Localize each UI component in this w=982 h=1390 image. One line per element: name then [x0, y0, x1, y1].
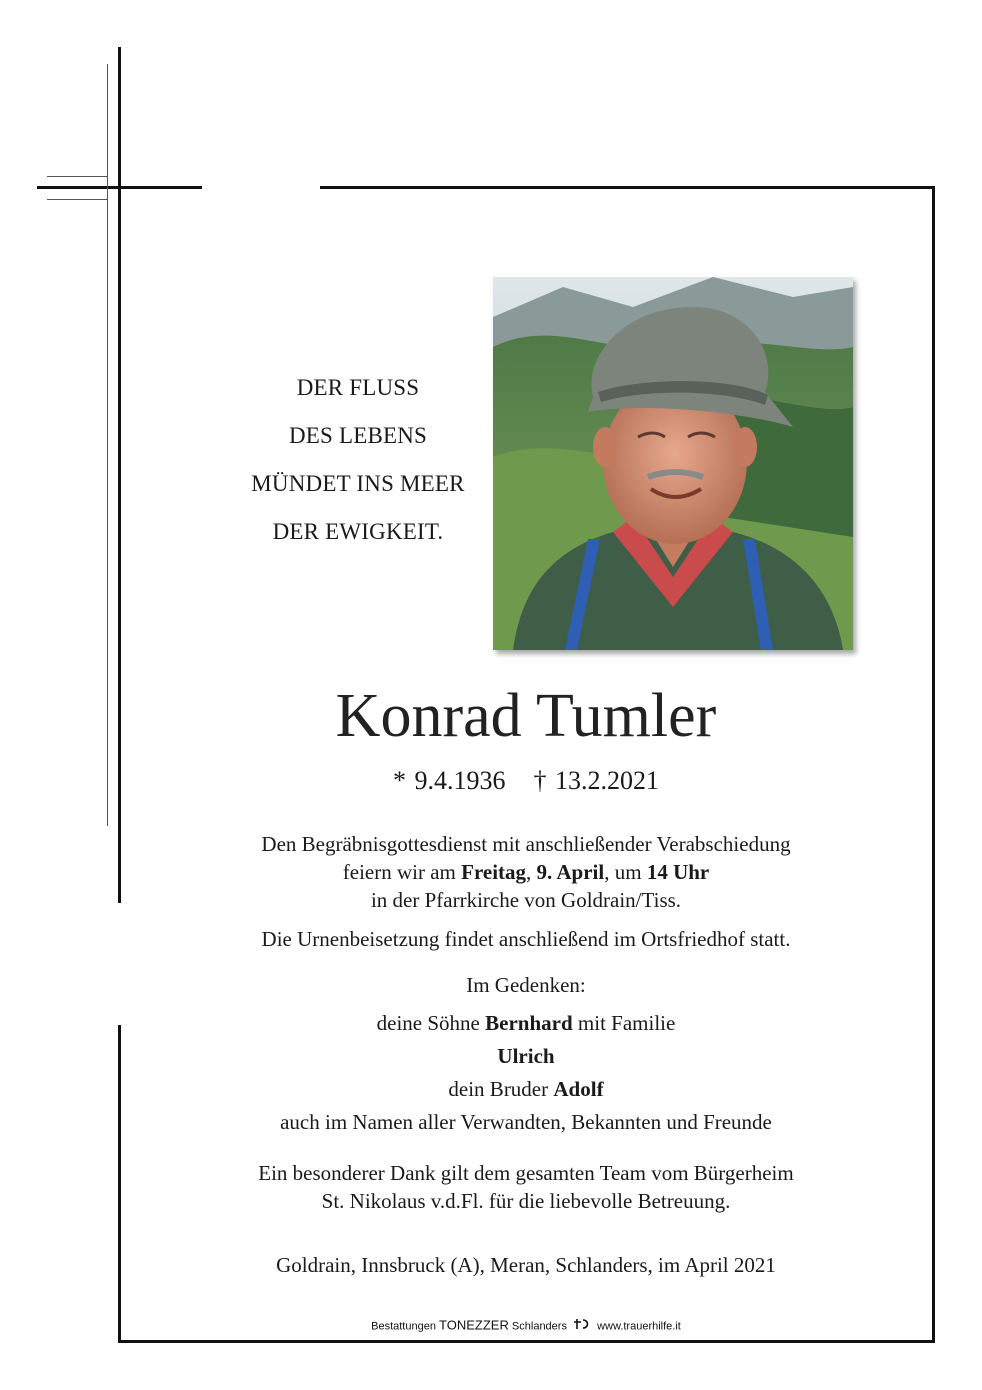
cross-horizontal-beam [37, 186, 202, 189]
mourner-line [120, 1040, 932, 1073]
life-dates [120, 764, 932, 798]
poem-line: DES LEBENS [288, 423, 428, 448]
service-info [120, 830, 932, 914]
text-fragment: , [526, 860, 537, 884]
poem-line: MÜNDET INS MEER [251, 471, 465, 496]
frame-top-edge [320, 186, 935, 189]
footer-website-link[interactable]: www.trauerhilfe.it [597, 1320, 681, 1333]
text-fragment: mit Familie [572, 1011, 676, 1035]
service-line [120, 858, 932, 886]
cross-accent-top [47, 176, 107, 177]
cross-accent-bottom [47, 199, 107, 200]
poem-line: DER FLUSS [296, 375, 420, 400]
text-fragment: , um [604, 860, 647, 884]
mourner-line [120, 1007, 932, 1040]
poem-line: DER EWIGKEIT. [272, 519, 444, 544]
frame-right-edge [932, 186, 935, 1343]
deceased-name: Konrad Tumler [335, 682, 717, 750]
birth-date: * 9.4.1936 [393, 766, 506, 795]
funeral-home-footer [120, 1317, 932, 1336]
remembrance [120, 969, 932, 1139]
urn-burial-info [120, 925, 932, 953]
footer-prefix: Bestattungen [371, 1320, 436, 1333]
mourner-name: Bernhard [485, 1011, 573, 1035]
footer-town: Schlanders [511, 1320, 567, 1333]
mourner-line [120, 1073, 932, 1106]
mourner-name: Adolf [553, 1077, 604, 1101]
trauerhilfe-logo-icon [574, 1317, 590, 1336]
mourner-name: Ulrich [497, 1044, 555, 1068]
remembrance-heading: Im Gedenken: [466, 973, 586, 997]
poem [222, 364, 494, 556]
thanks-line: St. Nikolaus v.d.Fl. für die liebevolle Betreuung. [321, 1189, 731, 1213]
place-date: Goldrain, Innsbruck (A), Meran, Schlanders, im April 2021 [276, 1253, 776, 1277]
mourner-line: auch im Namen aller Verwandten, Bekannten und Freunde [280, 1110, 772, 1134]
thanks-line: Ein besonderer Dank gilt dem gesamten Team vom Bürgerheim [258, 1161, 794, 1185]
service-date: 9. April [536, 860, 605, 884]
frame-bottom-edge [118, 1340, 935, 1343]
service-time: 14 Uhr [646, 860, 710, 884]
footer-company: TONEZZER [439, 1317, 509, 1333]
service-line: Den Begräbnisgottesdienst mit anschließender Verabschiedung [261, 832, 791, 856]
cross-accent-vertical [107, 64, 108, 826]
text-fragment: feiern wir am [342, 860, 462, 884]
thanks [120, 1159, 932, 1215]
portrait-photo [493, 277, 853, 650]
urn-burial-line: Die Urnenbeisetzung findet anschließend im Ortsfriedhof statt. [261, 927, 791, 951]
service-line: in der Pfarrkirche von Goldrain/Tiss. [370, 888, 682, 912]
death-date: † 13.2.2021 [533, 766, 659, 795]
text-fragment: dein Bruder [448, 1077, 554, 1101]
service-day: Freitag [461, 860, 527, 884]
text-fragment: deine Söhne [376, 1011, 486, 1035]
